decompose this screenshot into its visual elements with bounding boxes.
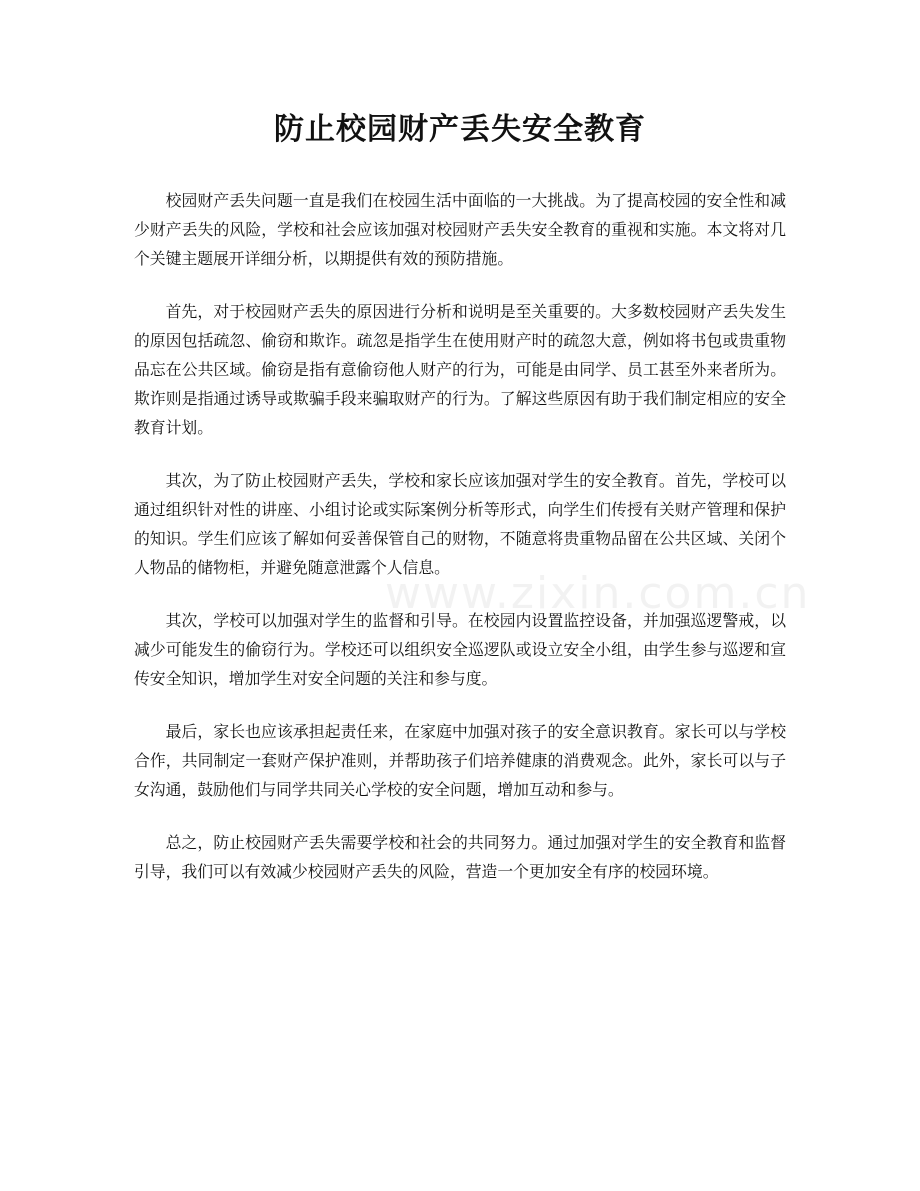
paragraph-supervision: 其次，学校可以加强对学生的监督和引导。在校园内设置监控设备，并加强巡逻警戒，以减少可能发生的偷窃行为。学校还可以组织安全巡逻队或设立安全小组，由学生参与巡逻和宣传安全知识，增加学生对安全问题的关注和参与度。 xyxy=(134,611,786,688)
document-title: 防止校园财产丢失安全教育 xyxy=(274,112,646,147)
watermark-text: www.zixin.com.cn xyxy=(385,568,811,619)
paragraph-conclusion: 总之，防止校园财产丢失需要学校和社会的共同努力。通过加强对学生的安全教育和监督引导，我们可以有效减少校园财产丢失的风险，营造一个更加安全有序的校园环境。 xyxy=(134,833,786,881)
document-body xyxy=(134,186,786,910)
paragraph-causes: 首先，对于校园财产丢失的原因进行分析和说明是至关重要的。大多数校园财产丢失发生的原因包括疏忽、偷窃和欺诈。疏忽是指学生在使用财产时的疏忽大意，例如将书包或贵重物品忘在公共区域。偷窃是指有意偷窃他人财产的行为，可能是由同学、员工甚至外来者所为。欺诈则是指通过诱导或欺骗手段来骗取财产的行为。了解这些原因有助于我们制定相应的安全教育计划。 xyxy=(134,302,786,437)
paragraph-intro: 校园财产丢失问题一直是我们在校园生活中面临的一大挑战。为了提高校园的安全性和减少财产丢失的风险，学校和社会应该加强对校园财产丢失安全教育的重视和实施。本文将对几个关键主题展开详细分析，以期提供有效的预防措施。 xyxy=(134,191,786,268)
paragraph-safety-education: 其次，为了防止校园财产丢失，学校和家长应该加强对学生的安全教育。首先，学校可以通过组织针对性的讲座、小组讨论或实际案例分析等形式，向学生们传授有关财产管理和保护的知识。学生们应该了解如何妥善保管自己的财物，不随意将贵重物品留在公共区域、关闭个人物品的储物柜，并避免随意泄露个人信息。 xyxy=(134,471,786,577)
paragraph-parents: 最后，家长也应该承担起责任来，在家庭中加强对孩子的安全意识教育。家长可以与学校合作，共同制定一套财产保护准则，并帮助孩子们培养健康的消费观念。此外，家长可以与子女沟通，鼓励他们与同学共同关心学校的安全问题，增加互动和参与。 xyxy=(134,722,786,799)
